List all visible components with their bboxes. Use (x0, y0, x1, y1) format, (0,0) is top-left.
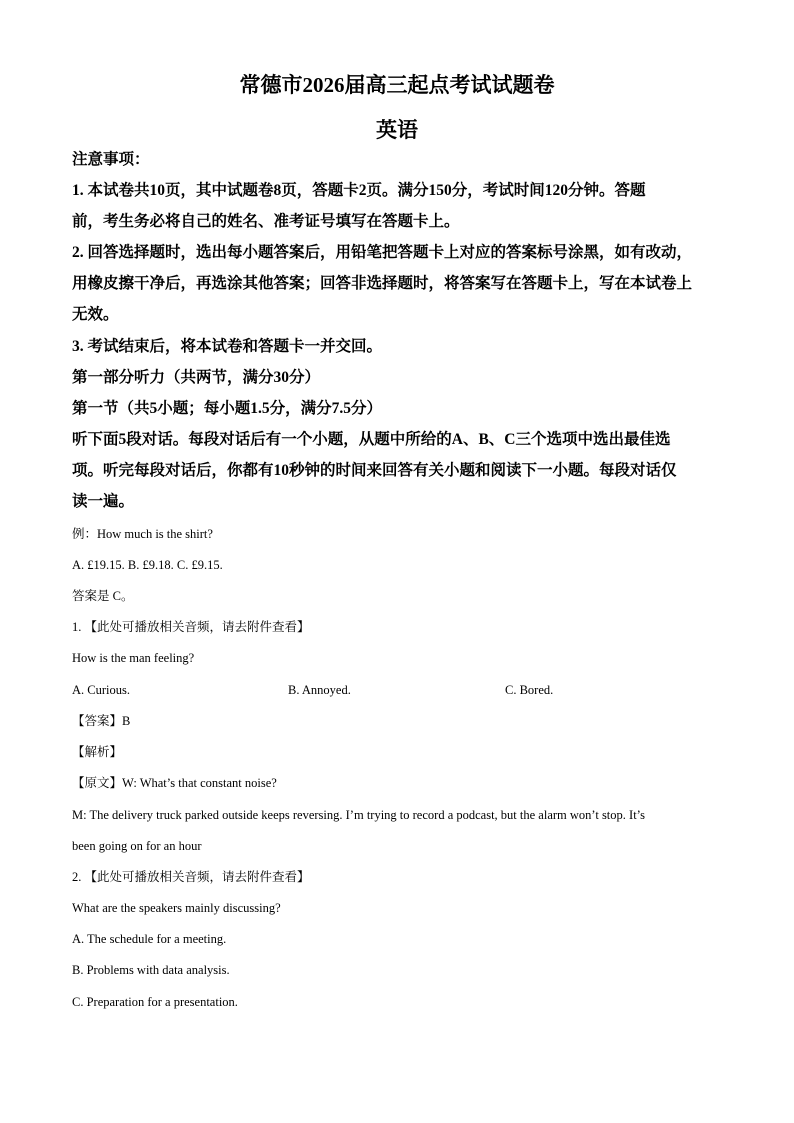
q2-question: What are the speakers mainly discussing? (72, 901, 281, 915)
q1-question: How is the man feeling? (72, 651, 195, 665)
q2-option-c: C. Preparation for a presentation. (72, 995, 238, 1009)
notice-line: 3. 考试结束后，将本试卷和答题卡一并交回。 (72, 338, 383, 355)
q1-audio-header: 1. 【此处可播放相关音频，请去附件查看】 (72, 620, 310, 634)
q1-answer: 【答案】B (72, 714, 131, 728)
example-question: 例：How much is the shirt? (72, 527, 213, 541)
example-options: A. £19.15. B. £9.18. C. £9.15. (72, 558, 223, 572)
instruction-line: 项。听完每段对话后，你都有10秒钟的时间来回答有关小题和阅读下一小题。每段对话仅 (72, 462, 677, 479)
q1-transcript-line: M: The delivery truck parked outside keeps reversing. I’m trying to record a podcast, but the alarm won’t stop. It’s (72, 808, 645, 822)
q1-option-c: C. Bored. (505, 683, 554, 697)
instruction-line: 读一遍。 (72, 493, 135, 510)
notice-line: 用橡皮擦干净后，再选涂其他答案；回答非选择题时，将答案写在答题卡上，写在本试卷上 (72, 275, 693, 292)
q1-analysis: 【解析】 (72, 745, 123, 759)
notice-line: 2. 回答选择题时，选出每小题答案后，用铅笔把答题卡上对应的答案标号涂黑，如有改动， (72, 244, 693, 261)
instruction-line: 听下面5段对话。每段对话后有一个小题，从题中所给的A、B、C三个选项中选出最佳选 (72, 431, 671, 448)
q1-transcript-line: 【原文】W: What’s that constant noise? (72, 776, 277, 790)
subject-title: 英语 (376, 118, 418, 142)
q1-option-a: A. Curious. (72, 683, 130, 697)
example-answer: 答案是 C。 (72, 589, 134, 603)
q2-option-b: B. Problems with data analysis. (72, 963, 230, 977)
q1-transcript-line: been going on for an hour (72, 839, 202, 853)
part-one-heading: 第一部分听力（共两节，满分30分） (72, 369, 321, 386)
q2-option-a: A. The schedule for a meeting. (72, 932, 227, 946)
notice-line: 前，考生务必将自己的姓名、准考证号填写在答题卡上。 (72, 213, 460, 230)
section-one-heading: 第一节（共5小题；每小题1.5分，满分7.5分） (72, 400, 383, 417)
exam-title: 常德市2026届高三起点考试试题卷 (239, 73, 555, 97)
notice-heading: 注意事项： (72, 151, 150, 168)
notice-line: 1. 本试卷共10页，其中试题卷8页，答题卡2页。满分150分，考试时间120分钟。答题 (72, 182, 646, 199)
notice-line: 无效。 (72, 306, 119, 323)
q2-audio-header: 2. 【此处可播放相关音频，请去附件查看】 (72, 870, 310, 884)
q1-option-b: B. Annoyed. (288, 683, 351, 697)
